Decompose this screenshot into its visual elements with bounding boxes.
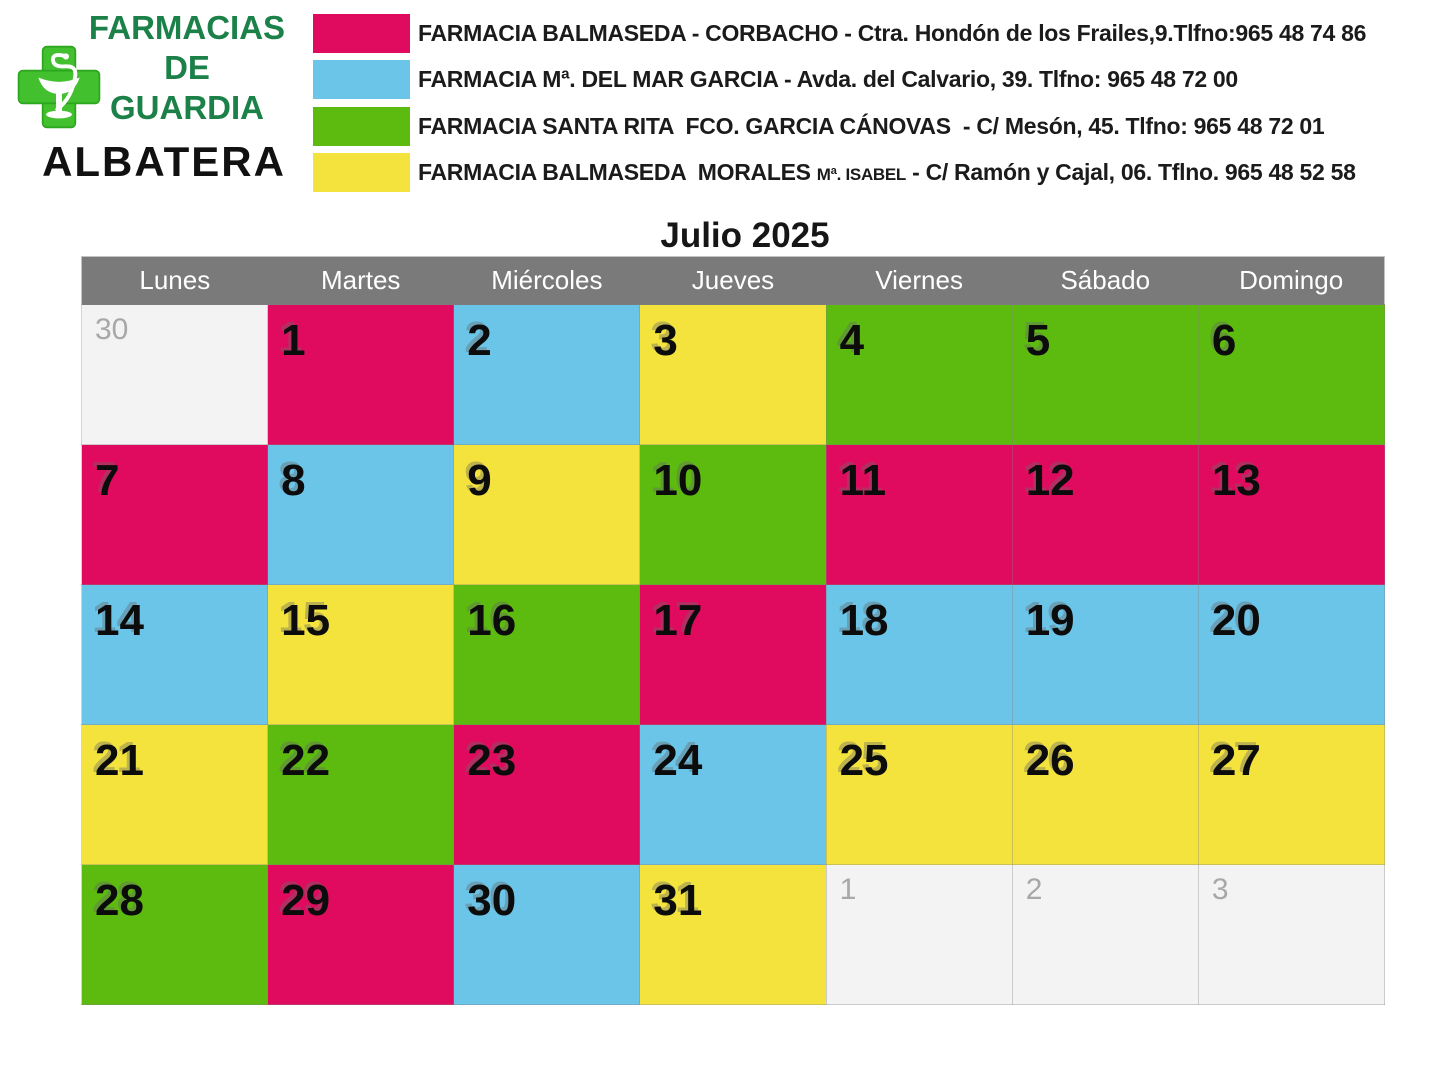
day-number: 6 [1211, 316, 1237, 365]
day-number: 23 [467, 736, 517, 785]
legend-swatch-green [313, 107, 410, 146]
legend-label-pink: FARMACIA BALMASEDA - CORBACHO - Ctra. Hondón de los Frailes,9.Tlfno:965 48 74 86 [418, 20, 1367, 46]
legend-label-yellow-main: FARMACIA BALMASEDA MORALES [418, 159, 817, 185]
calendar-day-cell-blue [826, 585, 1012, 725]
calendar-day-cell-yellow [268, 585, 454, 725]
calendar-day-cell-green [454, 585, 640, 725]
calendar-day-cell-green [1198, 305, 1384, 445]
day-number: 21 [95, 736, 144, 785]
calendar-day-cell-pink [268, 305, 454, 445]
weekday-header-cell: Miércoles [491, 265, 603, 295]
calendar-day-cell-green [268, 725, 454, 865]
logo-title-line2: DE [164, 49, 210, 86]
legend-label-green: FARMACIA SANTA RITA FCO. GARCIA CÁNOVAS - C/ Mesón, 45. Tlfno: 965 48 72 01 [418, 113, 1325, 139]
weekday-header-cell: Jueves [691, 265, 775, 295]
calendar-day-cell-pink [82, 445, 268, 585]
day-number: 19 [1025, 596, 1075, 645]
logo-title-line3: GUARDIA [110, 89, 264, 126]
legend-label-yellow-rest: - C/ Ramón y Cajal, 06. Tflno. 965 48 52 58 [906, 159, 1356, 185]
calendar-day-cell-blue [1198, 585, 1384, 725]
calendar-day-cell-yellow [82, 725, 268, 865]
day-number: 3 [1211, 873, 1229, 906]
calendar-day-cell-green [82, 865, 268, 1005]
day-number: 2 [1025, 873, 1043, 906]
day-number: 1 [839, 873, 857, 906]
weekday-header-cell: Domingo [1239, 265, 1344, 295]
calendar-title: Julio 2025 [660, 216, 830, 255]
day-number: 26 [1025, 736, 1075, 785]
calendar-day-cell-other-month [82, 305, 268, 445]
calendar-day-cell-pink [826, 445, 1012, 585]
calendar-day-cell-yellow [826, 725, 1012, 865]
day-number: 18 [839, 596, 889, 645]
legend-swatch-blue [313, 60, 410, 99]
calendar-day-cell-green [640, 445, 826, 585]
day-number: 24 [653, 736, 703, 785]
day-number: 2 [467, 316, 492, 365]
weekday-header-cell: Sábado [1060, 265, 1151, 295]
day-number: 25 [839, 736, 889, 785]
calendar-day-cell-other-month [826, 865, 1012, 1005]
calendar-day-cell-pink [640, 585, 826, 725]
day-number: 28 [95, 876, 144, 925]
calendar-day-cell-pink [1198, 445, 1384, 585]
weekday-header-cell: Lunes [139, 265, 211, 295]
calendar-day-cell-blue [454, 865, 640, 1005]
day-number: 30 [467, 876, 517, 925]
calendar-day-cell-yellow [640, 305, 826, 445]
calendar-day-cell-yellow [640, 865, 826, 1005]
weekday-header-cell: Viernes [875, 265, 963, 295]
day-number: 10 [653, 456, 703, 505]
calendar-week-row [82, 725, 1385, 865]
legend-item-pink [313, 14, 1366, 53]
day-number: 1 [281, 316, 306, 365]
day-number: 7 [95, 456, 120, 505]
calendar-day-cell-pink [1012, 445, 1198, 585]
calendar-day-cell-blue [1012, 585, 1198, 725]
logo-city: ALBATERA [42, 138, 286, 185]
calendar-day-cell-green [1012, 305, 1198, 445]
legend-label-yellow-small: Mª. ISABEL [816, 165, 907, 184]
calendar-week-row [82, 445, 1385, 585]
calendar-week-row [82, 585, 1385, 725]
calendar-day-cell-yellow [454, 445, 640, 585]
day-number: 27 [1211, 736, 1261, 785]
calendar-week-row [82, 305, 1385, 445]
day-number: 4 [839, 316, 865, 365]
calendar-day-cell-blue [82, 585, 268, 725]
legend-item-yellow [313, 153, 1356, 192]
legend-item-blue [313, 60, 1238, 99]
legend-item-green [313, 107, 1324, 146]
legend-swatch-yellow [313, 153, 410, 192]
day-number: 12 [1025, 456, 1075, 505]
calendar-day-cell-pink [454, 725, 640, 865]
calendar-week-row [82, 865, 1385, 1005]
legend-label-blue: FARMACIA Mª. DEL MAR GARCIA - Avda. del Calvario, 39. Tlfno: 965 48 72 00 [418, 66, 1238, 92]
logo-title [64, 8, 310, 128]
day-number: 11 [839, 456, 887, 505]
logo-title-line1: FARMACIAS [88, 9, 286, 46]
day-number: 13 [1211, 456, 1261, 505]
day-number: 9 [467, 456, 492, 505]
day-number: 8 [281, 456, 306, 505]
weekday-header-cell: Martes [320, 265, 401, 295]
calendar-day-cell-yellow [1198, 725, 1384, 865]
calendar-day-cell-other-month [1198, 865, 1384, 1005]
calendar-day-cell-blue [640, 725, 826, 865]
weekday-header-row [82, 257, 1385, 305]
day-number: 15 [281, 596, 331, 645]
day-number: 17 [653, 596, 703, 645]
day-number: 29 [281, 876, 331, 925]
calendar-day-cell-blue [268, 445, 454, 585]
calendar-day-cell-pink [268, 865, 454, 1005]
calendar-body [82, 305, 1385, 1005]
day-number: 14 [95, 596, 144, 645]
day-number: 31 [653, 876, 703, 925]
legend-swatch-pink [313, 14, 410, 53]
calendar-day-cell-blue [454, 305, 640, 445]
legend-label-yellow [418, 159, 1356, 186]
day-number: 5 [1025, 316, 1051, 365]
day-number: 20 [1211, 596, 1261, 645]
day-number: 16 [467, 596, 517, 645]
calendar-day-cell-green [826, 305, 1012, 445]
calendar-day-cell-other-month [1012, 865, 1198, 1005]
calendar-table [81, 256, 1385, 1005]
day-number: 30 [95, 313, 129, 346]
calendar-day-cell-yellow [1012, 725, 1198, 865]
day-number: 22 [281, 736, 331, 785]
day-number: 3 [653, 316, 678, 365]
